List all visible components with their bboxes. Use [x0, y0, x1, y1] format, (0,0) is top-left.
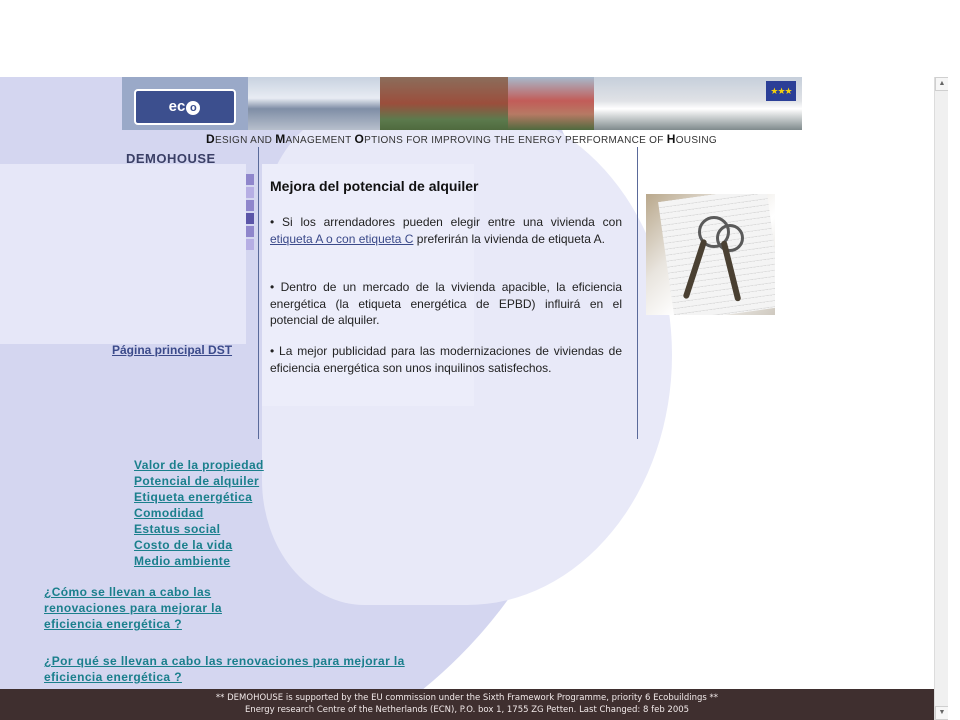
- content-paragraph-1: [270, 214, 622, 247]
- topic-nav: [134, 457, 264, 569]
- ecobuildings-logo[interactable]: [134, 89, 236, 125]
- nav-cost-of-living[interactable]: Costo de la vida: [134, 538, 233, 552]
- block: [246, 200, 254, 211]
- page-title: Mejora del potencial de alquiler: [270, 178, 479, 194]
- scroll-down-icon[interactable]: ▼: [935, 706, 949, 720]
- nav-comfort[interactable]: Comodidad: [134, 506, 204, 520]
- paragraph-text: • Si los arrendadores pueden elegir entre una vivienda con: [270, 215, 622, 229]
- content-paragraph-3: • La mejor publicidad para las modernizaciones de viviendas de eficiencia energética son unos inquilinos satisfechos.: [270, 344, 622, 375]
- browser-top-area: [0, 0, 960, 78]
- nav-social-status[interactable]: Estatus social: [134, 522, 221, 536]
- why-renovations-link[interactable]: ¿Por qué se llevan a cabo las renovaciones para mejorar la eficiencia energética ?: [44, 654, 405, 684]
- nav-energy-label[interactable]: Etiqueta energética: [134, 490, 253, 504]
- page-footer: [0, 689, 934, 720]
- block: [246, 239, 254, 250]
- block: [246, 213, 254, 224]
- decorative-blocks: [246, 174, 254, 252]
- block: [246, 226, 254, 237]
- nav-environment[interactable]: Medio ambiente: [134, 554, 231, 568]
- content-paragraph-2: • Dentro de un mercado de la vivienda apacible, la eficiencia energética (la etiqueta energética de EPBD) influirá en el potencial de alquiler.: [270, 280, 622, 327]
- site-banner: [122, 77, 802, 130]
- column-divider-right: [637, 147, 638, 439]
- key-ring: [716, 224, 744, 252]
- contract-paper: [658, 194, 775, 315]
- banner-photo-glass-building: [248, 77, 380, 130]
- eu-flag-icon: ★★★: [766, 81, 796, 101]
- banner-photo-brick-building: [380, 77, 508, 130]
- site-tagline: DESIGN AND MANAGEMENT OPTIONS FOR IMPROVING THE ENERGY PERFORMANCE OF HOUSING: [206, 132, 717, 146]
- home-link[interactable]: Página principal DST: [112, 343, 233, 357]
- energy-label-link[interactable]: etiqueta A o con etiqueta C: [270, 231, 414, 246]
- scroll-up-icon[interactable]: ▲: [935, 77, 949, 91]
- block: [246, 187, 254, 198]
- window-right-edge: [948, 77, 960, 720]
- banner-photo-red-houses: [508, 77, 594, 130]
- demohouse-logotype: DEMOHOUSE: [126, 151, 216, 166]
- logo-o: o: [186, 101, 200, 115]
- nav-property-value[interactable]: Valor de la propiedad: [134, 458, 264, 472]
- footer-line-2: Energy research Centre of the Netherlands (ECN), P.O. box 1, 1755 ZG Petten. Last Changed: 8 feb 2005: [244, 705, 690, 715]
- nav-rental-potential[interactable]: Potencial de alquiler: [134, 474, 260, 488]
- footer-line-1: ** DEMOHOUSE is supported by the EU commission under the Sixth Framework Programme, priority 6 Ecobuildings **: [215, 693, 719, 703]
- how-renovations-link[interactable]: ¿Cómo se llevan a cabo las renovaciones para mejorar la eficiencia energética ?: [44, 585, 222, 631]
- sidebar-panel: [0, 164, 246, 344]
- vertical-scrollbar[interactable]: [934, 77, 949, 720]
- keys-on-contract-image: [646, 194, 775, 315]
- column-divider-left: [258, 147, 259, 439]
- page-viewport: [0, 77, 934, 689]
- block: [246, 174, 254, 185]
- logo-text-pre: ec: [168, 98, 186, 115]
- paragraph-text: preferirán la vivienda de etiqueta A.: [413, 231, 605, 246]
